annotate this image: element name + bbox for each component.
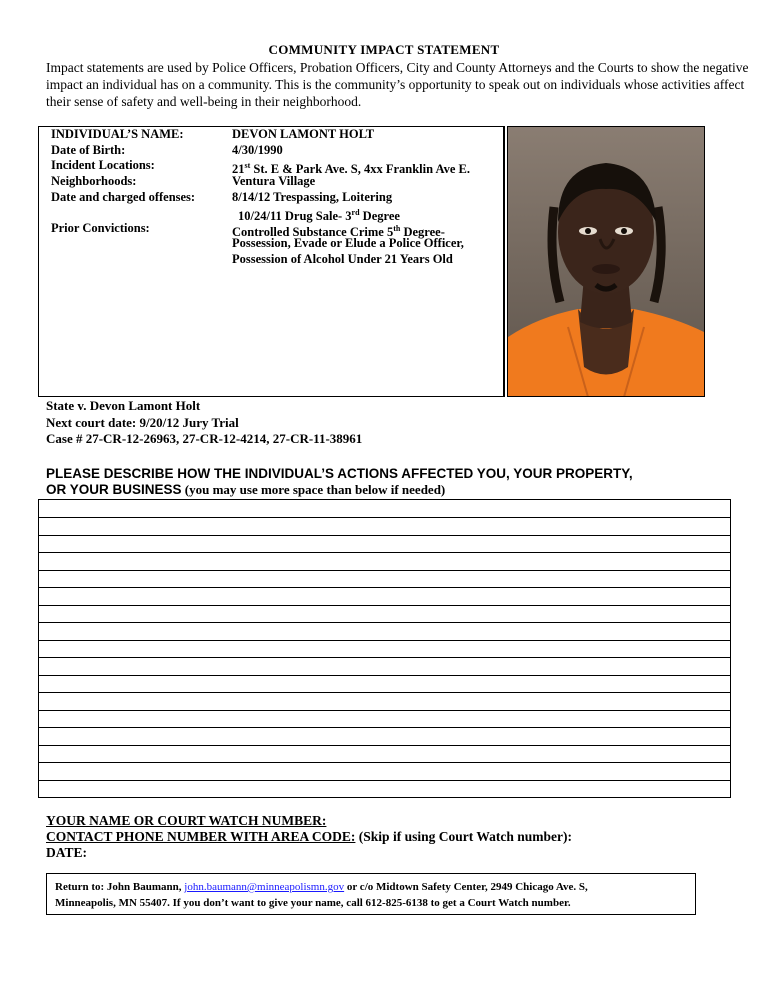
- writing-line: [39, 710, 730, 711]
- describe-prompt: [46, 466, 633, 498]
- mugshot-photo: [507, 126, 705, 397]
- offenses-value-2: 10/24/11 Drug Sale- 3rd Degree: [238, 208, 400, 224]
- writing-line: [39, 570, 730, 571]
- return-line-1: Return to: John Baumann, john.baumann@minneapolismn.gov or c/o Midtown Safety Center, 2949 Chicago Ave. S,: [55, 881, 588, 893]
- locations-value: 21st St. E & Park Ave. S, 4xx Franklin Ave E.: [232, 161, 470, 177]
- name-value: DEVON LAMONT HOLT: [232, 127, 375, 141]
- writing-line: [39, 622, 730, 623]
- intro-paragraph: Impact statements are used by Police Officers, Probation Officers, City and County Attorneys and the Courts to show the negative impact an individual has on a community. This is the community’s opportunity to speak out on individuals whose activities affect their sense of safety and well-being in their neighborhood.: [46, 60, 749, 109]
- date-label: DATE:: [46, 845, 88, 860]
- prior-value-1: Controlled Substance Crime 5th Degree-: [232, 223, 445, 239]
- writing-line: [39, 640, 730, 641]
- mugshot-illustration: [508, 127, 704, 396]
- writing-line: [39, 587, 730, 588]
- writing-line: [39, 745, 730, 746]
- individual-info-box: [38, 126, 505, 397]
- case-numbers: Case # 27-CR-12-26963, 27-CR-12-4214, 27-CR-11-38961: [46, 431, 363, 446]
- document-title: COMMUNITY IMPACT STATEMENT: [268, 42, 500, 57]
- writing-line: [39, 552, 730, 553]
- case-state: State v. Devon Lamont Holt: [46, 398, 201, 413]
- locations-label: Incident Locations:: [51, 158, 155, 172]
- return-info-box: [46, 873, 696, 915]
- your-name-label: YOUR NAME OR COURT WATCH NUMBER:: [46, 813, 327, 828]
- neighborhoods-value: Ventura Village: [232, 174, 316, 188]
- response-lines[interactable]: [38, 499, 731, 798]
- writing-line: [39, 675, 730, 676]
- writing-line: [39, 727, 730, 728]
- writing-line: [39, 762, 730, 763]
- dob-label: Date of Birth:: [51, 142, 126, 157]
- prior-label: Prior Convictions:: [51, 220, 150, 235]
- neighborhoods-label: Neighborhoods:: [51, 174, 137, 188]
- writing-line: [39, 692, 730, 693]
- writing-line: [39, 605, 730, 606]
- offenses-value-1: 8/14/12 Trespassing, Loitering: [232, 189, 393, 204]
- prompt-line-2: OR YOUR BUSINESS (you may use more space than below if needed): [46, 482, 446, 497]
- prior-value-3: Possession of Alcohol Under 21 Years Old: [232, 251, 453, 266]
- name-label: INDIVIDUAL’S NAME:: [51, 127, 184, 141]
- dob-value: 4/30/1990: [232, 142, 283, 157]
- email-link[interactable]: john.baumann@minneapolismn.gov: [184, 881, 345, 893]
- writing-line: [39, 535, 730, 536]
- writing-line: [39, 657, 730, 658]
- prompt-line-1: PLEASE DESCRIBE HOW THE INDIVIDUAL’S ACTIONS AFFECTED YOU, YOUR PROPERTY,: [46, 466, 633, 481]
- phone-label: CONTACT PHONE NUMBER WITH AREA CODE: (Skip if using Court Watch number):: [46, 829, 572, 844]
- offenses-label: Date and charged offenses:: [51, 189, 196, 204]
- writing-line: [39, 780, 730, 781]
- prior-value-2: Possession, Evade or Elude a Police Officer,: [232, 236, 464, 250]
- return-line-2: Minneapolis, MN 55407. If you don’t want to give your name, call 612-825-6138 to get a Court Watch number.: [55, 897, 571, 909]
- case-court-date: Next court date: 9/20/12 Jury Trial: [46, 414, 239, 430]
- writing-line: [39, 517, 730, 518]
